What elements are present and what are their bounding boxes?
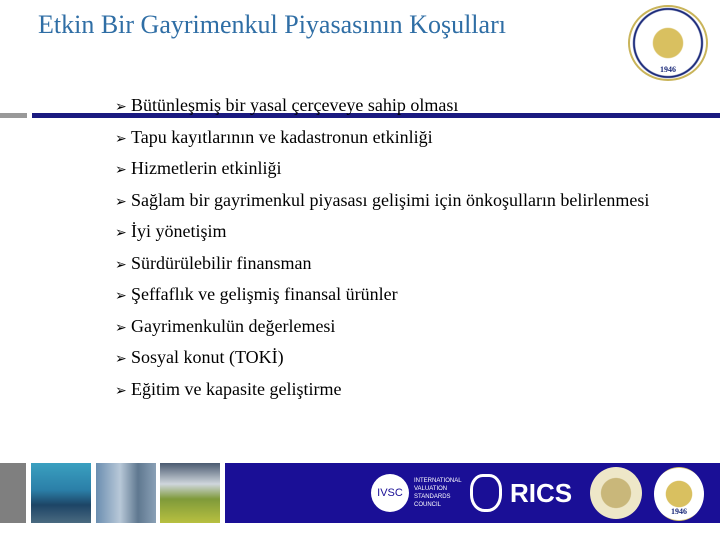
- ankara-university-seal-footer-icon: [654, 467, 704, 521]
- seal-year: 1946: [671, 507, 687, 516]
- ankara-university-seal-icon: [628, 5, 708, 81]
- skyscrapers-photo: [96, 463, 156, 523]
- bullet-item: [115, 216, 649, 248]
- arrow-bullet-icon: ➢: [115, 288, 127, 304]
- ivsc-line: STANDARDS: [414, 494, 451, 500]
- bullet-text: Sosyal konut (TOKİ): [131, 347, 284, 367]
- bullet-text: İyi yönetişim: [131, 221, 227, 241]
- rics-lion-icon: [470, 474, 502, 512]
- arrow-bullet-icon: ➢: [115, 319, 127, 336]
- ivsc-line: COUNCIL: [414, 502, 442, 508]
- arrow-bullet-icon: ➢: [115, 130, 127, 147]
- arrow-bullet-icon: ➢: [115, 382, 127, 399]
- bullet-text: Gayrimenkulün değerlemesi: [131, 315, 336, 336]
- arrow-bullet-icon: ➢: [115, 351, 127, 367]
- arrow-bullet-icon: ➢: [115, 193, 127, 210]
- bullet-item: [115, 153, 649, 185]
- arrow-bullet-icon: ➢: [115, 99, 127, 115]
- divider-gray: [0, 113, 27, 118]
- arrow-bullet-icon: ➢: [115, 162, 127, 178]
- city-skyline-photo: [31, 463, 91, 523]
- footer-gray-block: [0, 463, 26, 523]
- bullet-item: [115, 342, 649, 374]
- bullet-item: [115, 374, 649, 406]
- bullet-item: [115, 90, 649, 122]
- bullet-item: [115, 248, 649, 280]
- bullet-item: [115, 311, 649, 343]
- ivsc-line: INTERNATIONAL: [414, 478, 462, 484]
- bullet-list: [115, 90, 649, 405]
- bullet-text: Şeffaflık ve gelişmiş finansal ürünler: [131, 284, 398, 304]
- rics-logo: RICS: [510, 478, 573, 508]
- ivsc-line: VALUATION: [414, 486, 448, 492]
- bullet-text: Sağlam bir gayrimenkul piyasası gelişimi için önkoşulların belirlenmesi: [131, 189, 650, 210]
- bullet-item: [115, 185, 649, 217]
- institution-seal-icon: [590, 467, 642, 519]
- bullet-text: Hizmetlerin etkinliği: [131, 158, 282, 178]
- seal-year: 1946: [660, 65, 676, 74]
- slide-title: Etkin Bir Gayrimenkul Piyasasının Koşulları: [38, 10, 506, 39]
- bullet-text: Sürdürülebilir finansman: [131, 252, 312, 273]
- bullet-item: [115, 279, 649, 311]
- bullet-text: Bütünleşmiş bir yasal çerçeveye sahip olması: [131, 95, 459, 115]
- ivsc-logo: IVSC: [371, 474, 409, 512]
- bullet-item: [115, 122, 649, 154]
- ivsc-text: [414, 477, 462, 509]
- arrow-bullet-icon: ➢: [115, 225, 127, 241]
- arrow-bullet-icon: ➢: [115, 256, 127, 273]
- green-field-photo: [160, 463, 220, 523]
- bullet-text: Tapu kayıtlarının ve kadastronun etkinliği: [131, 126, 433, 147]
- bullet-text: Eğitim ve kapasite geliştirme: [131, 378, 342, 399]
